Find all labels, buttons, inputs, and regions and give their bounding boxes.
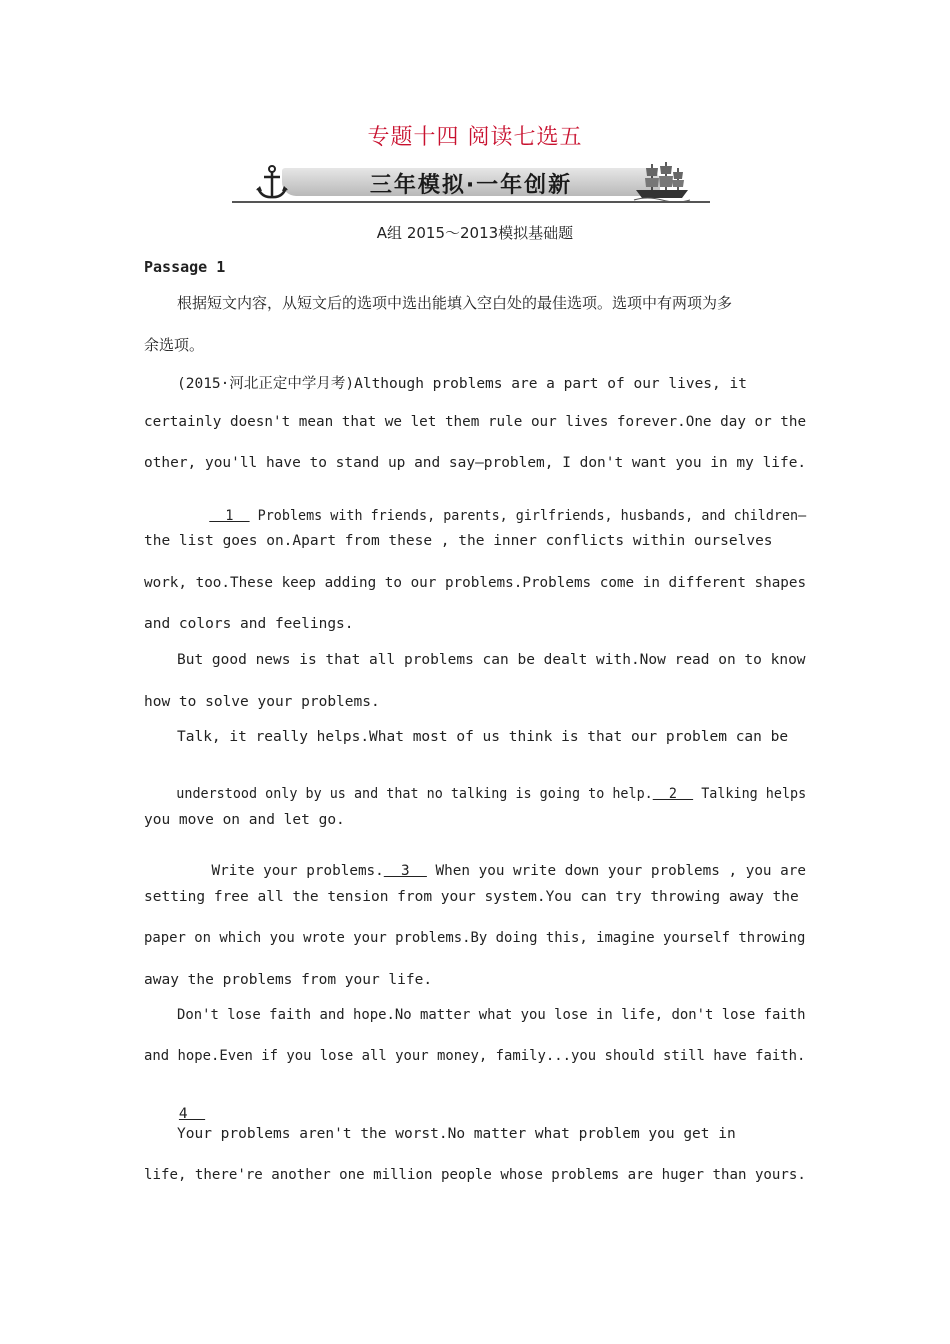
paragraph-line: work, too.These keep adding to our problems.Problems come in different shapes: [144, 575, 807, 591]
paragraph-line: But good news is that all problems can be dealt with.Now read on to know: [177, 652, 806, 668]
paragraph-line: and hope.Even if you lose all your money, family...you should still have faith.: [144, 1048, 806, 1064]
passage-label: Passage 1: [144, 258, 226, 276]
paragraph-line: other, you'll have to stand up and say—problem, I don't want you in my life.: [144, 455, 807, 471]
paragraph-line: away the problems from your life.: [144, 972, 433, 988]
ship-icon: [632, 160, 692, 202]
paragraph-text: Write your problems.: [211, 863, 384, 879]
section-banner: [232, 160, 710, 206]
blank-3[interactable]: 3: [383, 863, 427, 879]
blank-2[interactable]: 2: [652, 786, 694, 802]
paragraph-line: certainly doesn't mean that we let them rule our lives forever.One day or the: [144, 414, 807, 430]
paragraph-text: understood only by us and that no talking is going to help.: [176, 786, 653, 802]
paragraph-line: (2015·河北正定中学月考)Although problems are a part of our lives, it: [177, 376, 747, 392]
blank-1[interactable]: 1: [209, 508, 250, 524]
paragraph-line: you move on and let go.: [144, 812, 345, 828]
paragraph-line: Talk, it really helps.What most of us think is that our problem can be: [177, 729, 789, 745]
banner-text: 三年模拟·一年创新: [369, 173, 573, 198]
paragraph-line: the list goes on.Apart from these , the inner conflicts within ourselves: [144, 533, 773, 549]
paragraph-line: and colors and feelings.: [144, 616, 354, 632]
instructions-line: 余选项。: [144, 336, 205, 354]
paragraph-text: When you write down your problems , you are: [426, 863, 807, 879]
paragraph-line: Don't lose faith and hope.No matter what you lose in life, don't lose faith: [177, 1007, 806, 1023]
instructions-line: 根据短文内容，从短文后的选项中选出能填入空白处的最佳选项。选项中有两项为多: [177, 294, 733, 312]
blank-4[interactable]: 4: [178, 1106, 206, 1122]
document-title: 专题十四 阅读七选五: [367, 125, 583, 150]
paragraph-line: paper on which you wrote your problems.By doing this, imagine yourself throwing: [144, 930, 806, 946]
section-subtitle: A组 2015～2013模拟基础题: [376, 224, 574, 242]
paragraph-line: how to solve your problems.: [144, 694, 380, 710]
paragraph-line: life, there're another one million people whose problems are huger than yours.: [144, 1167, 806, 1183]
paragraph-text: Talking helps: [693, 786, 807, 802]
paragraph-text: Problems with friends, parents, girlfriends, husbands, and children—: [249, 508, 807, 524]
paragraph-line: Your problems aren't the worst.No matter what problem you get in: [177, 1126, 736, 1142]
paragraph-line: setting free all the tension from your system.You can try throwing away the: [144, 889, 799, 905]
paragraph-line: [177, 847, 807, 895]
paragraph-line: [144, 770, 807, 818]
